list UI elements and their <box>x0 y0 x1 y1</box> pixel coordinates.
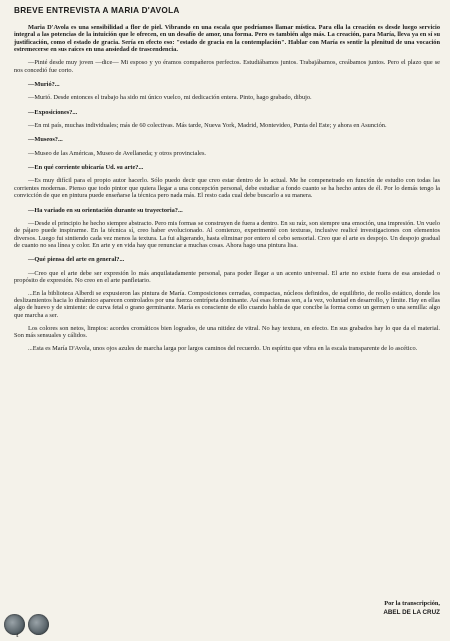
coin-emblem-icon <box>28 614 49 635</box>
intro-paragraph: Maria D'Avola es una sensibilidad a flor de piel. Vibrando en una escala que podríamos llamar mística. Para ella la creación es desde luego servicio integral a las potencias de la intuición que le ofrecen, en un desafío de amor, una forma. Pero es también algo más. La creación, para María, lleva ya en sí su justificación, como el estado de gracia. Sería en efecto eso: "estado de gracia en la contemplación". Hablar con María es sentir la plenitud de una vocación estremecerse en sus raíces en una ansiedad de trascendencia. <box>14 24 440 54</box>
answer-paragraph: —Murió. Desde entonces el trabajo ha sido mi único vuelco, mi dedicación entera. Pinto, hago grabado, dibujo. <box>28 94 312 102</box>
question-heading: —Exposiciones?... <box>28 108 78 116</box>
signature-block <box>240 600 440 617</box>
answer-paragraph: —En mi país, muchas individuales; más de 60 colectivas. Más tarde, Nueva York, Madrid, Montevideo, Punta del Este; y ahora en Asunción. <box>28 122 387 130</box>
question-heading: —Qué piensa del arte en general?... <box>28 256 125 264</box>
question-heading: —Ha variado en su orientación durante su trayectoria?... <box>28 206 183 214</box>
question-heading: —Museos?... <box>28 136 63 144</box>
question-heading: —Murió?... <box>28 81 60 89</box>
page-ornament <box>4 614 49 635</box>
article <box>14 6 440 358</box>
answer-paragraph: —Es muy difícil para el propio autor hacerlo. Sólo puedo decir que creo estar dentro de lo actual. Me he compenetrado en función de estudio con todas las corrientes modernas. Pienso que todo pintor que quiera llegar a una concepción personal, debe estudiar a fondo cuanto se ha hecho antes de él. Por lo demás tengo la convicción de que en pintura puede enseñarse la técnica pero nada más. El resto cada cual debe buscarlo a su manera. <box>14 177 440 200</box>
closing-paragraph: Los colores son netos, limpios: acordes cromáticos bien logrados, de una nitidez de vitral. No hay textura, en efecto. En sus grabados hay lo que da el material. Son más sensuales y cálidos. <box>14 324 440 339</box>
answer-paragraph: —Desde el principio he hecho siempre abstracto. Pero mis formas se construyen de fuera a dentro. En su raíz, son siempre una emoción, una impresión. Un vuelo de pájaro puede inspirarme. En la técnica sí, creo haber evolucionado. Al comienzo, experimenté con texturas, inclusive realicé investigaciones con elementos diversos. Luego fui sintiendo cada vez menos la textura. La fui aligerando, hasta eliminar por entero el cebo sensorial. Creo que el arte es despojo. Un despojo gradual de cuanto no sea línea y color. En arte y en vida hay que renunciar a muchas cosas. Ahora hago una pintura lisa. <box>14 219 440 249</box>
signature-line: Por la transcripción, <box>384 600 440 607</box>
coin-emblem-icon <box>4 614 25 635</box>
answer-paragraph: —Creo que el arte debe ser expresión lo más anquilatadamente personal, para poder llegar a un acento universal. El arte no existe fuera de esa ansiedad o propósito de expresión. No creo en el arte panfletario. <box>14 269 440 284</box>
answer-paragraph: —Pinté desde muy joven —dice— Mi esposo y yo éramos compañeros perfectos. Estudiábamos juntos. Trabajábamos, creábamos juntos. Pero el plazo que se nos concedió fue corto. <box>14 59 440 74</box>
page-number: 4 <box>16 634 19 639</box>
answer-paragraph: —Museo de las Américas, Museo de Avellaneda; y otros provinciales. <box>28 149 206 157</box>
signature-author: ABEL DE LA CRUZ <box>383 609 440 617</box>
article-title: BREVE ENTREVISTA A MARIA D'AVOLA <box>14 6 180 15</box>
closing-paragraph: ...En la biblioteca Alberdi se expusieron las pintura de María. Composiciones cerradas, compactas, núcleos definidos, de equilibrio, de reollo estático, donde los deslizamientos hacia lo dinámico aparecen controlados por una fuerza centrípeta dominante. Así esas formas son, a la vez, voluntad en desarrollo, y límite. Hay en ellas algo de huevo y de simiente: de curva fetal o grano germinante. María es consciente de ello cuando habla de que concibe la forma como un germen o una semilla: algo que marcha a ser. <box>14 289 440 319</box>
closing-paragraph: ...Esta es María D'Avola, unos ojos azules de marcha larga por largos caminos del recuerdo. Un espíritu que vibra en la escala transparente de lo ascético. <box>28 344 418 352</box>
question-heading: —En qué corriente ubicaría Ud. su arte?... <box>28 164 144 172</box>
